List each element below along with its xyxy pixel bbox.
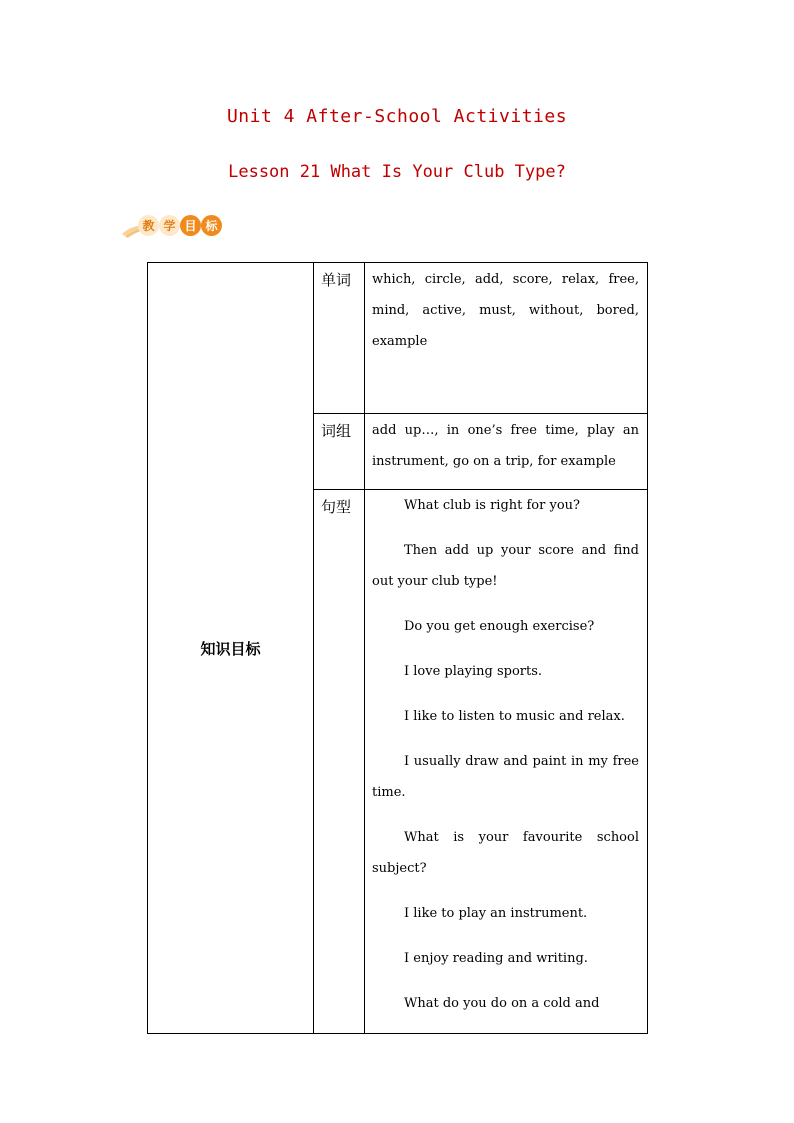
sentence-item: What is your favourite school subject? — [372, 830, 639, 876]
words-text: which, circle, add, score, relax, free, mind, active, must, without, bored, example — [372, 272, 639, 349]
sentence-item: I usually draw and paint in my free time. — [372, 754, 639, 800]
badge-char: 教 — [138, 215, 159, 236]
sentence-item: Then add up your score and find out your club type! — [372, 543, 639, 589]
table-row-words — [148, 263, 648, 414]
badge-char: 目 — [180, 215, 201, 236]
lesson-title: Lesson 21 What Is Your Club Type? — [228, 162, 566, 182]
section-badge — [120, 212, 230, 242]
goals-table — [147, 262, 648, 1034]
sentence-item: I enjoy reading and writing. — [404, 951, 588, 966]
sentence-item: What do you do on a cold and — [404, 996, 600, 1011]
sentence-item: I like to listen to music and relax. — [404, 709, 625, 724]
badge-char: 标 — [201, 215, 222, 236]
sentence-item: I love playing sports. — [404, 664, 543, 679]
sentence-item: What club is right for you? — [404, 498, 580, 513]
words-content — [365, 263, 648, 414]
words-label: 单词 — [314, 263, 365, 414]
phrases-content — [365, 414, 648, 490]
badge-char: 学 — [159, 215, 180, 236]
phrases-label: 词组 — [314, 414, 365, 490]
sentences-label: 句型 — [314, 490, 365, 1034]
sentence-item: I like to play an instrument. — [404, 906, 588, 921]
sentences-content — [365, 490, 648, 1034]
phrases-text: add up…, in one’s free time, play an instrument, go on a trip, for example — [372, 423, 639, 469]
sentence-item: Do you get enough exercise? — [404, 619, 595, 634]
badge-chars — [138, 215, 222, 236]
unit-title: Unit 4 After-School Activities — [226, 106, 568, 127]
category-cell: 知识目标 — [148, 263, 314, 1034]
